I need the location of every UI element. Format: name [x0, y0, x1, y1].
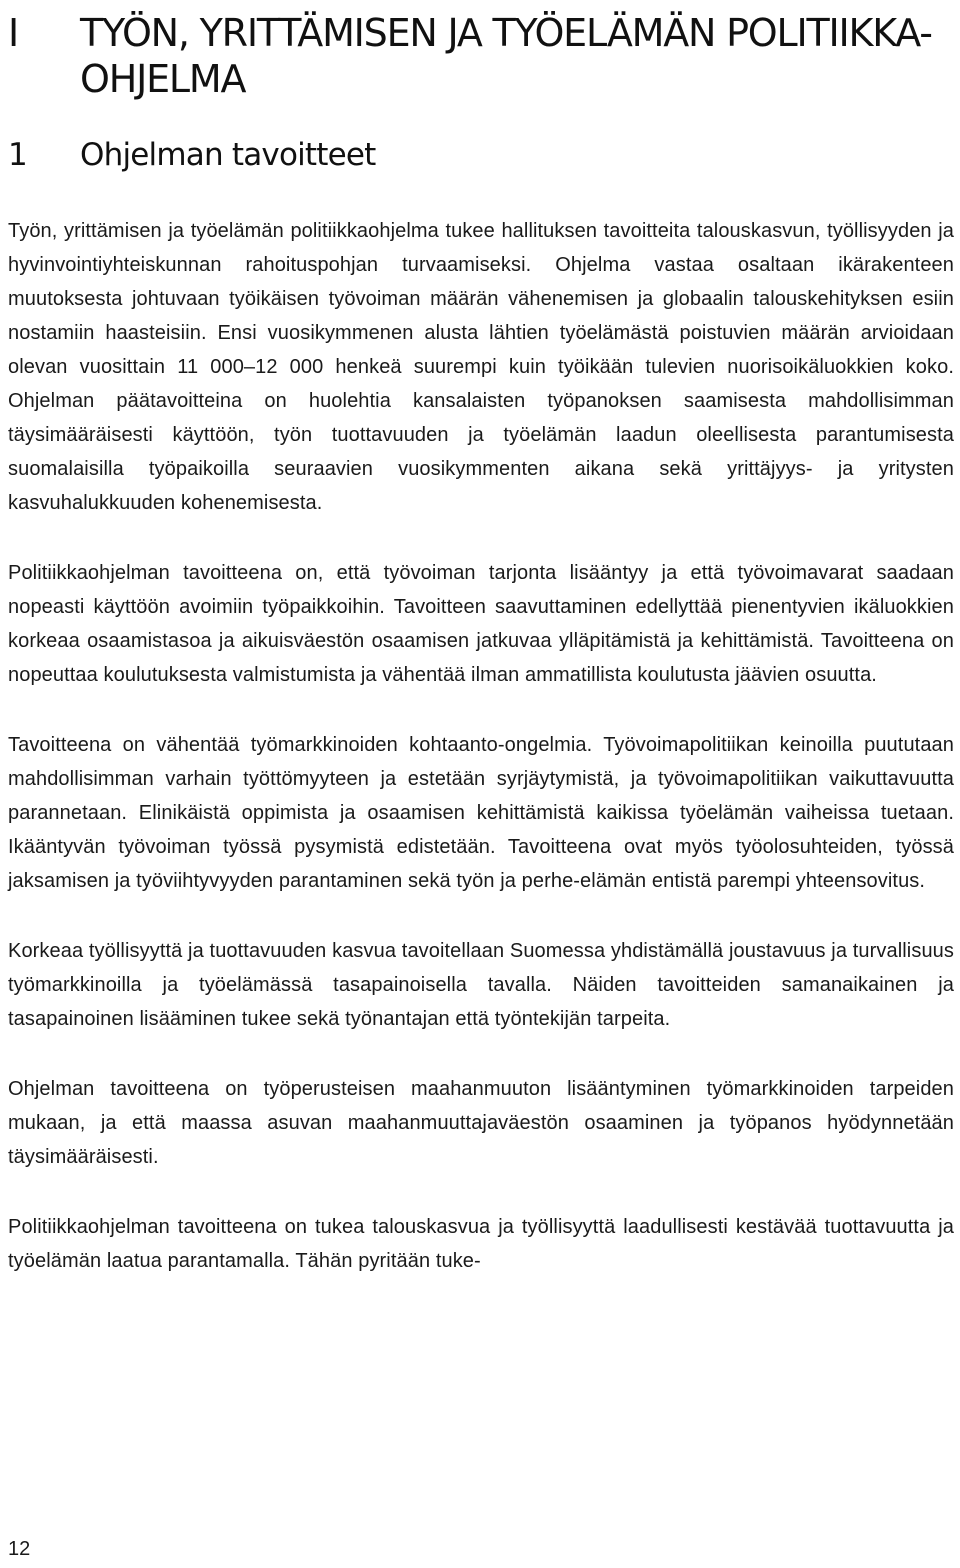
- chapter-heading: [8, 10, 948, 102]
- page-number: 12: [8, 1538, 31, 1560]
- paragraph-1: Työn, yrittämisen ja työelämän politiikkaohjelma tukee hallituksen tavoitteita talouskasvun, työllisyyden ja hyvinvointiyhteiskunnan rahoituspohjan turvaamiseksi. Ohjelma vastaa osaltaan ikärakenteen muutoksesta johtuvaan työikäisen työvoiman määrän vähenemisen ja globaalin talouskehityksen esiin nostamiin haasteisiin. Ensi vuosikymmenen alusta lähtien työelämästä poistuvien määrän arvioidaan olevan vuosittain 11 000–12 000 henkeä suurempi kuin työikään tulevien nuorisoikäluokkien koko. Ohjelman päätavoitteina on huolehtia kansalaisten työpanoksen saamisesta mahdollisimman täysimääräisesti käyttöön, työn tuottavuuden ja työelämän laadun oleellisesta parantumisesta suomalaisilla työpaikoilla seuraavien vuosikymmenten aikana sekä yrittäjyys- ja yritysten kasvuhalukkuuden kohenemisesta.: [8, 220, 954, 514]
- paragraph-6: Politiikkaohjelman tavoitteena on tukea talouskasvua ja työllisyyttä laadullisesti kestävää tuottavuutta ja työelämän laatua parantamalla. Tähän pyritään tuke-: [8, 1216, 954, 1272]
- paragraph-3: Tavoitteena on vähentää työmarkkinoiden kohtaanto-ongelmia. Työvoimapolitiikan keinoilla puututaan mahdollisimman varhain työttömyyteen ja estetään syrjäytymistä, ja työvoimapolitiikan vaikuttavuutta parannetaan. Elinikäistä oppimista ja osaamisen kehittämistä kaikissa työelämän vaiheissa tuetaan. Ikääntyvän työvoiman työssä pysymistä edistetään. Tavoitteena ovat myös työolosuhteiden, työssä jaksamisen ja työviihtyvyyden parantaminen sekä työn ja perhe-elämän entistä parempi yhteensovitus.: [8, 734, 954, 892]
- paragraph-4: Korkeaa työllisyyttä ja tuottavuuden kasvua tavoitellaan Suomessa yhdistämällä joustavuus ja turvallisuus työmarkkinoilla ja työelämässä tasapainoisella tavalla. Näiden tavoitteiden samanaikainen ja tasapainoinen lisääminen tukee sekä työnantajan että työntekijän tarpeita.: [8, 940, 954, 1030]
- paragraph-2: Politiikkaohjelman tavoitteena on, että työvoiman tarjonta lisääntyy ja että työvoimavarat saadaan nopeasti käyttöön avoimiin työpaikkoihin. Tavoitteen saavuttaminen edellyttää pienentyvien ikäluokkien korkeaa osaamistasoa ja aikuisväestön osaamisen jatkuvaa ylläpitämistä ja kehittämistä. Tavoitteena on nopeuttaa koulutuksesta valmistumista ja vähentää ilman ammatillista koulutusta jäävien osuutta.: [8, 562, 954, 686]
- section-heading: [8, 135, 948, 175]
- chapter-title: TYÖN, YRITTÄMISEN JA TYÖELÄMÄN POLITIIKKA-OHJELMA: [80, 11, 932, 101]
- section-number: 1: [8, 137, 27, 173]
- paragraph-5: Ohjelman tavoitteena on työperusteisen maahanmuuton lisääntyminen työmarkkinoiden tarpeiden mukaan, ja että maassa asuvan maahanmuuttajaväestön osaaminen ja työpanos hyödynnetään täysimääräisesti.: [8, 1078, 954, 1168]
- body-text: [8, 214, 954, 1314]
- chapter-number: I: [8, 11, 19, 55]
- section-title: Ohjelman tavoitteet: [80, 137, 376, 173]
